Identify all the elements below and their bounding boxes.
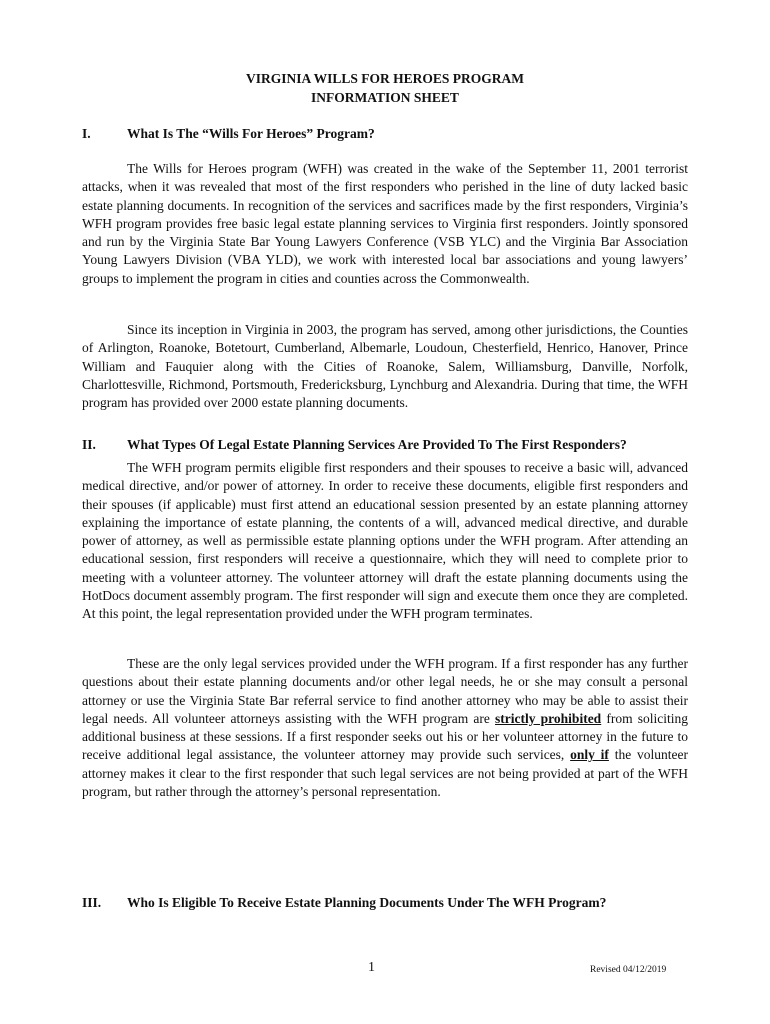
- section-1-heading: [82, 125, 692, 143]
- revised-date: Revised 04/12/2019: [590, 965, 667, 975]
- document-title-line-2: INFORMATION SHEET: [311, 90, 459, 105]
- section-3-title: Who Is Eligible To Receive Estate Planning Documents Under The WFH Program?: [127, 895, 607, 910]
- only-if-emphasis: only if: [570, 747, 609, 763]
- section-1-number: I.: [82, 126, 91, 141]
- section-3-number: III.: [82, 895, 102, 910]
- document-title-line-1: VIRGINIA WILLS FOR HEROES PROGRAM: [245, 71, 525, 86]
- section-2-paragraph-2: [82, 655, 688, 801]
- page-number: 1: [368, 960, 375, 975]
- section-2-heading: [82, 436, 692, 454]
- section-2-number: II.: [82, 437, 96, 452]
- section-2-paragraph-2-part-b: from soliciting additional business at these sessions. If a first responder seeks out his or her volunteer attorney in the future to receive additional legal assistance, the volunteer attorney may provide such services,: [82, 710, 689, 763]
- section-3-heading: [82, 894, 692, 912]
- section-1-title: What Is The “Wills For Heroes” Program?: [127, 126, 375, 141]
- section-2-paragraph-1: The WFH program permits eligible first responders and their spouses to receive a basic will, advanced medical directive, and/or power of attorney. In order to receive these documents, eligible first responders and their spouses (if applicable) must first attend an educational session presented by an estate planning attorney explaining the importance of estate planning, the contents of a will, advanced medical directive, and durable power of attorney, as well as permissible estate planning options under the WFH program. After attending an educational session, first responders will receive a questionnaire, which they will need to complete prior to meeting with a volunteer attorney. The volunteer attorney will draft the estate planning documents using the HotDocs document assembly program. The first responder will sign and execute them once they are completed. At this point, the legal representation provided under the WFH program terminates.: [82, 460, 688, 622]
- section-2-paragraph-2-part-a: These are the only legal services provided under the WFH program. If a first responder has any further questions about their estate planning documents and/or other legal needs, he or she may consult a personal attorney or use the Virginia State Bar referral service to find another attorney who may be able to assist their legal needs. All volunteer attorneys assisting with the WFH program are: [82, 656, 688, 726]
- section-2-title: What Types Of Legal Estate Planning Services Are Provided To The First Responders?: [127, 437, 627, 452]
- section-2-paragraph-2-part-c: the volunteer attorney makes it clear to the first responder that such legal services are not being provided at part of the WFH program, but rather through the attorney’s personal representation.: [82, 747, 688, 800]
- section-1-paragraph-1: The Wills for Heroes program (WFH) was created in the wake of the September 11, 2001 terrorist attacks, when it was revealed that most of the first responders who perished in the line of duty lacked basic estate planning documents. In recognition of the services and sacrifices made by the first responders, Virginia’s WFH program provides free basic legal estate planning services to Virginia first responders. Jointly sponsored and run by the Virginia State Bar Young Lawyers Conference (VSB YLC) and the Virginia Bar Association Young Lawyers Division (VBA YLD), we work with interested local bar associations and young lawyers’ groups to implement the program in cities and counties across the Commonwealth.: [82, 161, 688, 286]
- section-1-paragraph-2: Since its inception in Virginia in 2003, the program has served, among other jurisdictions, the Counties of Arlington, Roanoke, Botetourt, Cumberland, Albemarle, Loudoun, Chesterfield, Henrico, Hanover, Prince William and Fauquier along with the Cities of Roanoke, Salem, Williamsburg, Danville, Norfolk, Charlottesville, Richmond, Portsmouth, Fredericksburg, Lynchburg and Alexandria. During that time, the WFH program has provided over 2000 estate planning documents.: [82, 322, 688, 411]
- strictly-prohibited-emphasis: strictly prohibited: [495, 710, 602, 726]
